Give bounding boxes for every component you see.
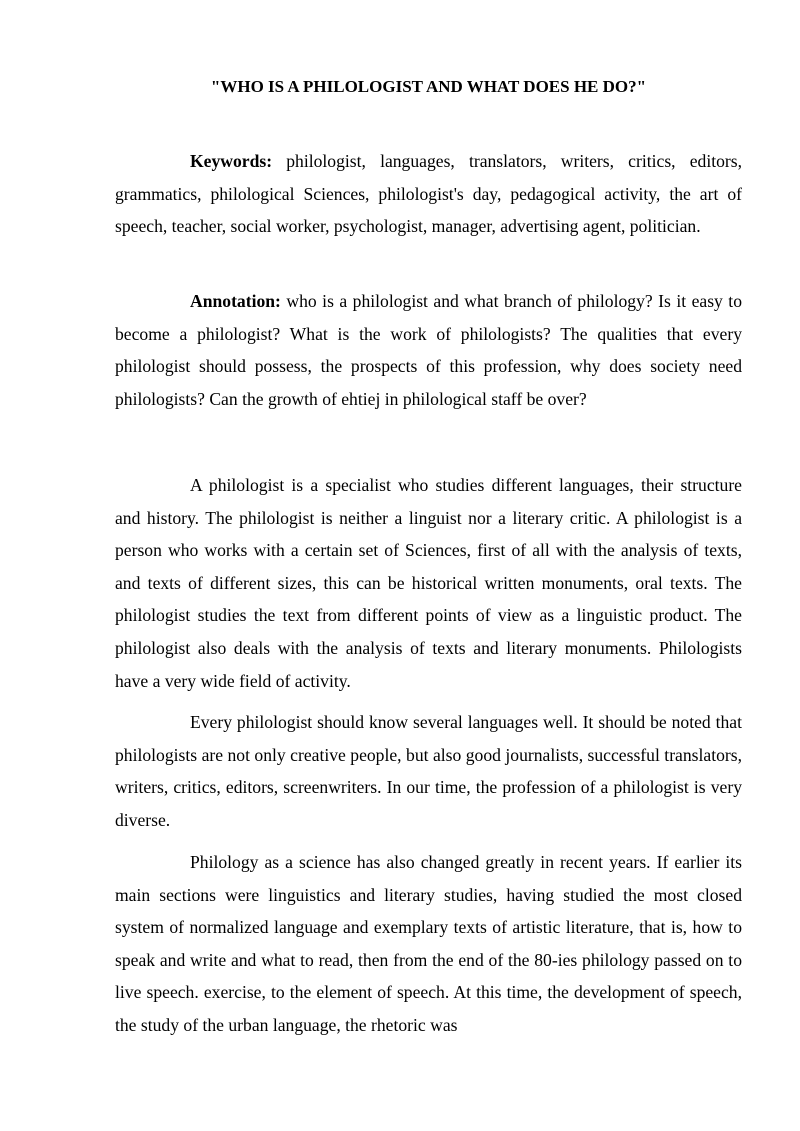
keywords-label: Keywords:: [190, 151, 273, 171]
keywords-paragraph: [115, 145, 742, 243]
annotation-text: who is a philologist and what branch of philology? Is it easy to become a philologist? What is the work of philologists? The qualities that every philologist should possess, the prospects of this profession, why does society need philologists? Can the growth of ehtiej in philological staff be over?: [115, 291, 742, 409]
body-paragraph-1: A philologist is a specialist who studies different languages, their structure and history. The philologist is neither a linguist nor a literary critic. A philologist is a person who works with a certain set of Sciences, first of all with the analysis of texts, and texts of different sizes, this can be historical written monuments, oral texts. The philologist studies the text from different points of view as a linguistic product. The philologist also deals with the analysis of texts and literary monuments. Philologists have a very wide field of activity.: [115, 475, 742, 691]
annotation-paragraph: [115, 285, 742, 415]
annotation-label: Annotation:: [190, 291, 281, 311]
keywords-text: philologist, languages, translators, writers, critics, editors, grammatics, philological Sciences, philologist's day, pedagogical activity, the art of speech, teacher, social worker, psychologist, manager, advertising agent, politician.: [115, 151, 742, 237]
body-paragraph-3: Philology as a science has also changed greatly in recent years. If earlier its main sections were linguistics and literary studies, having studied the most closed system of normalized language and exemplary texts of artistic literature, that is, how to speak and write and what to read, then from the end of the 80-ies philology passed on to live speech. exercise, to the element of speech. At this time, the development of speech, the study of the urban language, the rhetoric was: [115, 852, 742, 1035]
body-paragraph-2: Every philologist should know several languages well. It should be noted that philologists are not only creative people, but also good journalists, successful translators, writers, critics, editors, screenwriters. In our time, the profession of a philologist is very diverse.: [115, 712, 742, 830]
document-title: "WHO IS A PHILOLOGIST AND WHAT DOES HE DO?": [210, 77, 647, 96]
